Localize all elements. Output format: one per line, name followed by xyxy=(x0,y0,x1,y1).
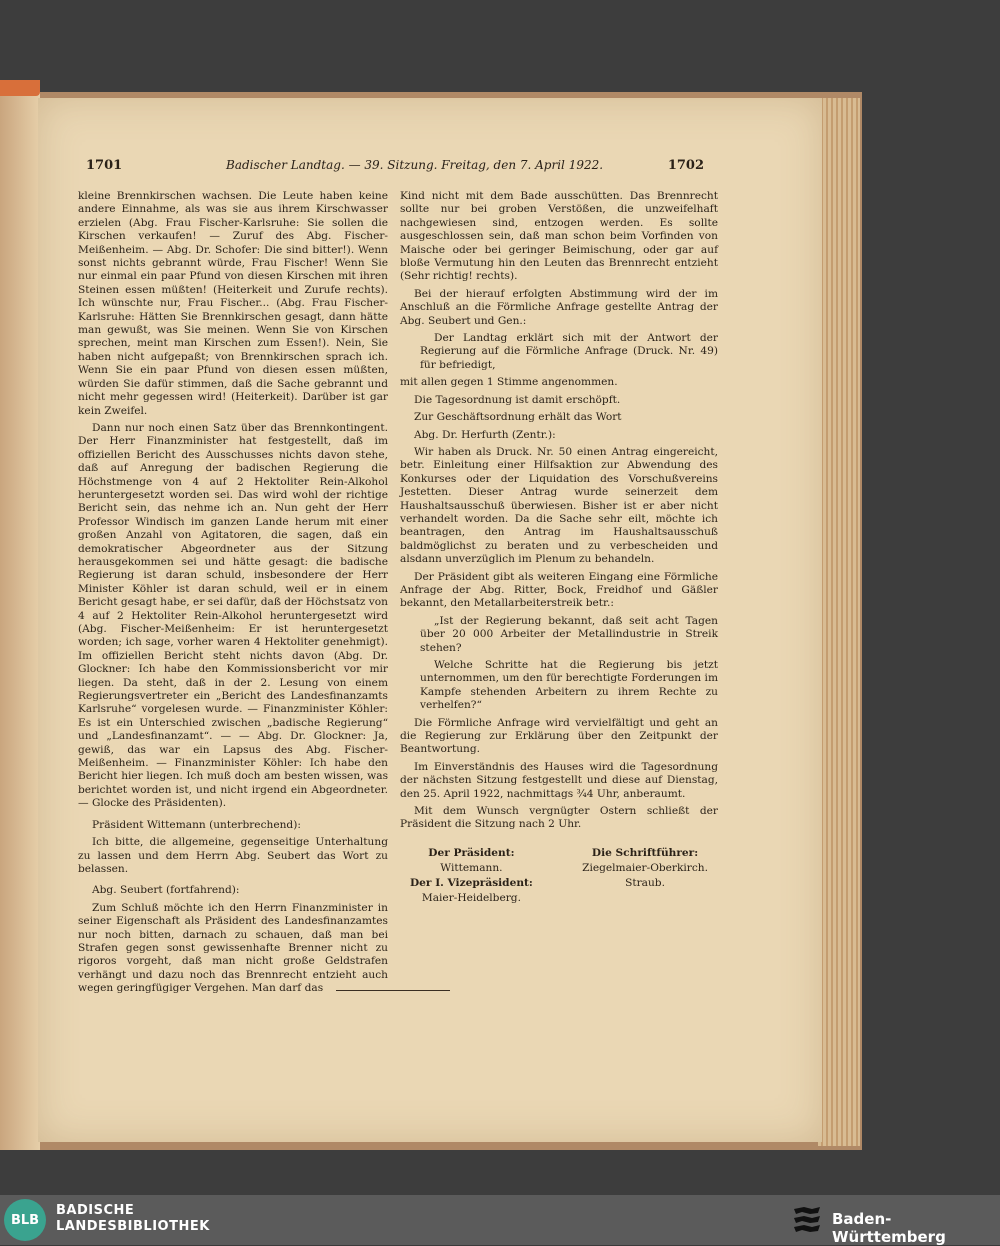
signature-title: Der I. Vizepräsident: xyxy=(410,876,533,889)
running-title: Badischer Landtag. — 39. Sitzung. Freitag, den 7. April 1922. xyxy=(226,158,604,172)
signature-title: Die Schriftführer: xyxy=(591,846,699,859)
right-column xyxy=(400,190,718,906)
page-header xyxy=(38,158,822,178)
page-number-right: 1702 xyxy=(667,158,704,173)
signature-name: Wittemann. xyxy=(440,861,503,874)
paragraph: kleine Brennkirschen wachsen. Die Leute haben keine andere Einnahme, als was sie aus ihrem Kirschwasser erzielen (Abg. Frau Fischer-Karlsruhe: Sie sollen die Kirschen verkaufen! — Zuruf des Abg. Fischer-Meißenheim. — Abg. Dr. Schofer: Die sind bitter!). Wenn sonst nichts gebrannt würde, Frau Fischer! Wenn Sie nur einmal ein paar Pfund von diesen Kirschen mit ihren Steinen essen müßten! (Heiterkeit und Zurufe rechts). Ich wünschte nur, Frau Fischer... (Abg. Frau Fischer-Karlsruhe: Hätten Sie Brennkirschen gesagt, dann hätte man gewußt, was Sie meinen. Wenn Sie von Kirschen sprechen, meint man Kirschen zum Essen!). Nein, Sie haben nicht aufgepaßt; von Brennkirschen sprach ich. Wenn Sie ein paar Pfund von diesen essen müßten, würden Sie dafür stimmen, daß die Sache gebrannt und nicht mehr gegessen wird! (Heiterkeit). Darüber ist gar kein Zweifel. xyxy=(78,190,388,417)
paragraph: Mit dem Wunsch vergnügter Ostern schließt der Präsident die Sitzung nach 2 Uhr. xyxy=(400,805,718,831)
page-stack-edges xyxy=(818,98,860,1146)
paragraph: Zur Geschäftsordnung erhält das Wort xyxy=(414,411,622,424)
signature-name: Maier-Heidelberg. xyxy=(421,891,521,904)
paragraph: Bei der hierauf erfolgten Abstimmung wird der im Anschluß an die Förmliche Anfrage gestellte Antrag der Abg. Seubert und Gen.: xyxy=(400,287,718,327)
partner-label[interactable]: Baden-Württemberg xyxy=(832,1210,946,1246)
paragraph: Die Förmliche Anfrage wird vervielfältigt und geht an die Regierung zur Erklärung über den Zeitpunkt der Beantwortung. xyxy=(400,716,718,756)
motion-text: Der Landtag erklärt sich mit der Antwort der Regierung auf die Förmliche Anfrage (Druck. Nr. 49) für befriedigt, xyxy=(420,332,718,371)
signature-name: Ziegelmaier-Oberkirch. xyxy=(582,861,708,874)
inquiry-text: „Ist der Regierung bekannt, daß seit acht Tagen über 20 000 Arbeiter der Metallindustrie in Streik stehen? xyxy=(420,614,718,654)
speaker-line: Präsident Wittemann (unterbrechend): xyxy=(92,818,301,831)
end-rule xyxy=(336,990,450,991)
institution-name[interactable] xyxy=(56,1203,210,1235)
paragraph: Die Tagesordnung ist damit erschöpft. xyxy=(414,393,621,406)
book-tab xyxy=(0,80,40,96)
paragraph: mit allen gegen 1 Stimme angenommen. xyxy=(400,376,618,389)
document-page xyxy=(38,98,822,1142)
left-column xyxy=(78,190,388,1000)
footer-bar xyxy=(0,1195,1000,1245)
left-page-edge xyxy=(0,80,40,1150)
page-number-left: 1701 xyxy=(86,158,123,173)
paragraph: Der Präsident gibt als weiteren Eingang eine Förmliche Anfrage der Abg. Ritter, Bock, Freidhof und Gäßler bekannt, den Metallarbeiterstreik betr.: xyxy=(400,570,718,610)
signature-right xyxy=(582,846,708,906)
signatures xyxy=(410,846,708,906)
paragraph: Zum Schluß möchte ich den Herrn Finanzminister in seiner Eigenschaft als Präsident des Landesfinanzamtes nur noch bitten, darnach zu schauen, daß man bei Strafen gegen sonst gewissenhafte Brenner nicht zu rigoros vorgeht, daß man nicht große Geldstrafen verhängt und dazu noch das Brennrecht entzieht auch wegen geringfügiger Vergehen. Man darf das xyxy=(78,901,388,995)
coat-of-arms-icon xyxy=(790,1203,824,1237)
paragraph: Wir haben als Druck. Nr. 50 einen Antrag eingereicht, betr. Einleitung einer Hilfsaktion zur Abwendung des Konkurses oder der Liquidation des Vorschußvereins Jestetten. Dieser Antrag wurde seinerzeit dem Haushaltsausschuß überwiesen. Bisher ist er aber nicht verhandelt worden. Da die Sache sehr eilt, möchte ich beantragen, den Antrag im Haushaltsausschuß baldmöglichst zu beraten und zu verbescheiden und alsdann unverzüglich im Plenum zu behandeln. xyxy=(400,445,718,566)
signature-title: Der Präsident: xyxy=(428,846,515,859)
paragraph: Im Einverständnis des Hauses wird die Tagesordnung der nächsten Sitzung festgestellt und diese auf Dienstag, den 25. April 1922, nachmittags ¾4 Uhr, anberaumt. xyxy=(400,760,718,800)
paragraph: Kind nicht mit dem Bade ausschütten. Das Brennrecht sollte nur bei groben Verstößen, die unzweifelhaft nachgewiesen sind, entzogen werden. Es sollte ausgeschlossen sein, daß man schon beim Vorfinden von Maische oder bei geringer Beimischung, oder gar auf bloße Vermutung hin den Leuten das Brennrecht entzieht (Sehr richtig! rechts). xyxy=(400,190,718,283)
blb-logo[interactable]: BLB xyxy=(4,1199,46,1241)
inquiry-text: Welche Schritte hat die Regierung bis jetzt unternommen, um den für berechtigte Forderungen im Kampfe stehenden Arbeitern zu ihrem Rechte zu verhelfen?“ xyxy=(420,659,718,712)
institution-line: BADISCHE xyxy=(56,1203,135,1218)
speaker-line: Abg. Dr. Herfurth (Zentr.): xyxy=(414,428,556,441)
signature-left xyxy=(410,846,533,906)
institution-line: LANDESBIBLIOTHEK xyxy=(56,1219,210,1234)
signature-name: Straub. xyxy=(625,876,665,889)
paragraph: Ich bitte, die allgemeine, gegenseitige Unterhaltung zu lassen und dem Herrn Abg. Seubert das Wort zu belassen. xyxy=(78,836,388,875)
speaker-line: Abg. Seubert (fortfahrend): xyxy=(92,884,240,897)
paragraph: Dann nur noch einen Satz über das Brennkontingent. Der Herr Finanzminister hat festgestellt, daß im offiziellen Bericht des Ausschusses nichts davon stehe, daß auf Anregung der badischen Regierung die Höchstmenge von 4 auf 2 Hektoliter Rein-Alkohol heruntergesetzt worden sei. Das wird wohl der richtige Bericht sein, das nehme ich an. Nun geht der Herr Professor Windisch im ganzen Lande herum mit einer großen Anzahl von Agitatoren, die sagen, daß ein demokratischer Abgeordneter aus der Sitzung herausgekommen sei und hätte gesagt: die badische Regierung ist daran schuld, insbesondere der Herr Minister Köhler ist daran schuld, weil er in einem Bericht gesagt habe, er sei dafür, daß der Höchstsatz von 4 auf 2 Hektoliter Rein-Alkohol heruntergesetzt wird (Abg. Fischer-Meißenheim: Er ist heruntergesetzt worden; ich sage, vorher waren 4 Hektoliter genehmigt). Im offiziellen Bericht steht nichts davon (Abg. Dr. Glockner: Ich habe den Kommissionsbericht vor mir liegen. Da steht, daß in der 2. Lesung von einem Regierungsvertreter ein „Bericht des Landesfinanzamts Karlsruhe“ vorgelesen wurde. — Finanzminister Köhler: Es ist ein Unterschied zwischen „badische Regierung“ und „Landesfinanzamt“. — — Abg. Dr. Glockner: Ja, gewiß, das war ein Lapsus des Abg. Fischer-Meißenheim. — Finanzminister Köhler: Ich habe den Bericht hier liegen. Ich muß doch am besten wissen, was berichtet worden ist, und nicht irgend ein Abgeordneter. — Glocke des Präsidenten). xyxy=(78,421,388,810)
